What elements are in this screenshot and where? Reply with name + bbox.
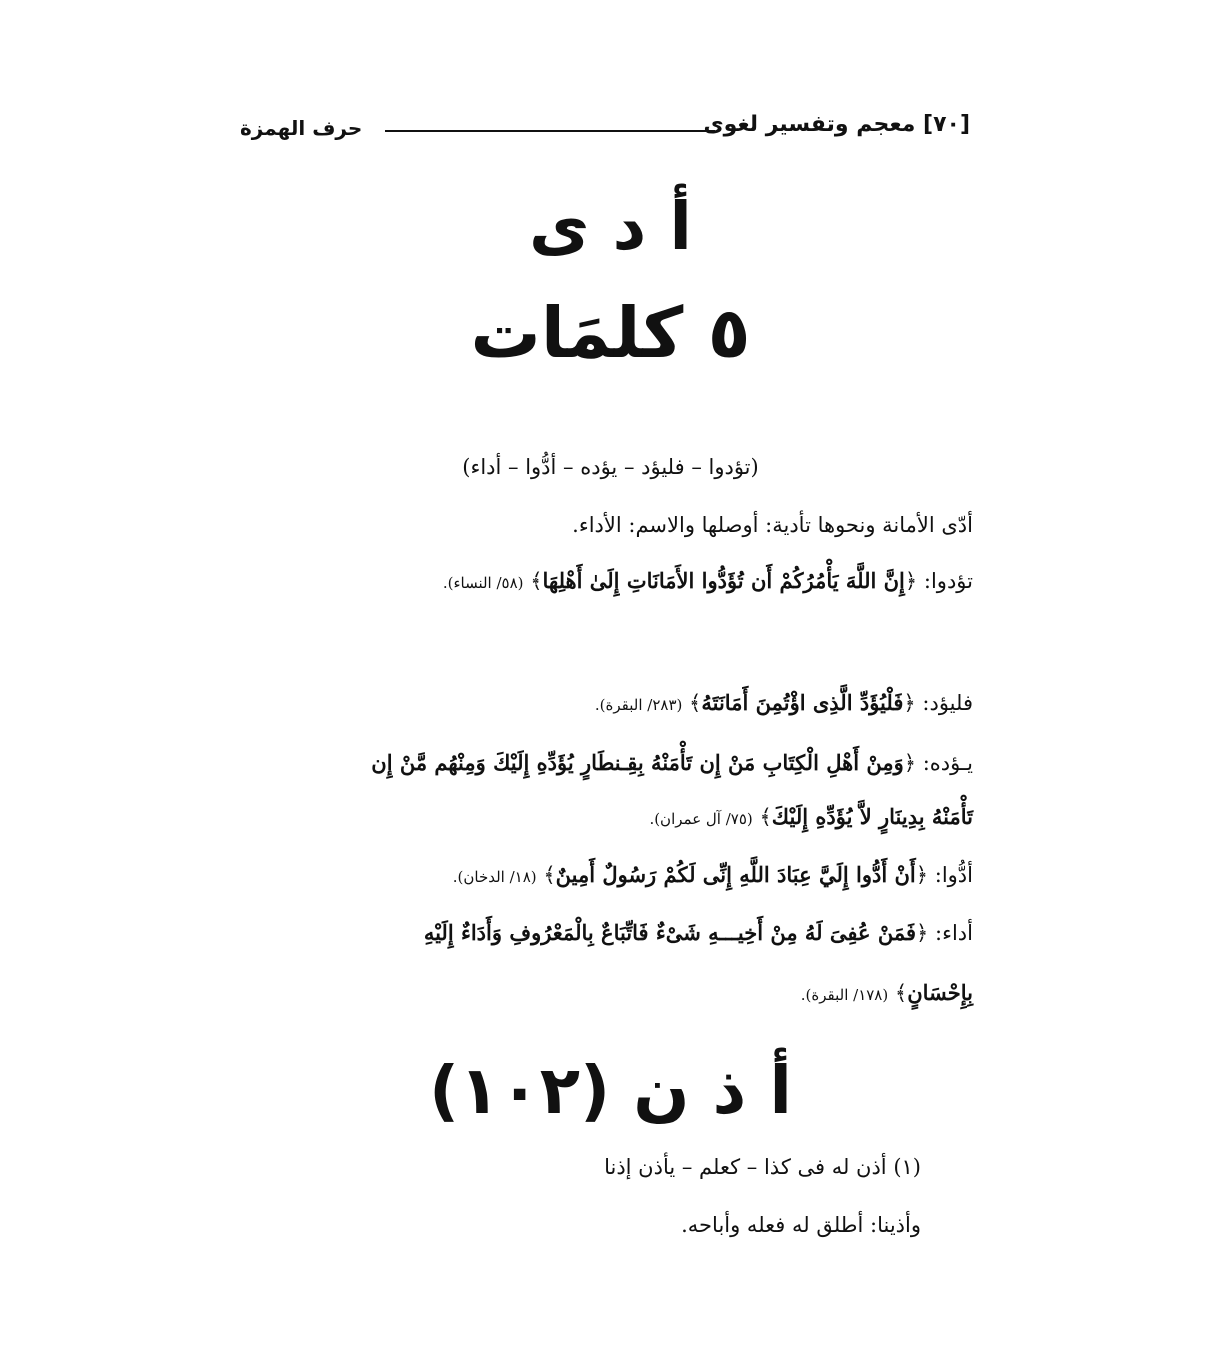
ornate-bracket-open: ﴿ [916, 921, 929, 945]
ornate-bracket-close: ﴾ [759, 805, 772, 829]
entry-line [243, 688, 973, 720]
root-definition-text: (١) أذن له فى كذا – كعلم – يأذن إذنا [604, 1155, 921, 1179]
verse-reference: (٢٨٣/ البقرة). [594, 696, 683, 714]
entry-word: تؤدوا: [923, 569, 973, 593]
word-forms [0, 452, 1221, 482]
ornate-bracket-open: ﴿ [903, 751, 917, 775]
root-title: أ ذ ن (١٠٢) [429, 1052, 792, 1129]
word-count-title: ٥ كلمَات [470, 292, 751, 374]
entry-line [243, 918, 973, 948]
entry-word: أداء: [935, 921, 973, 945]
page-header [240, 112, 970, 148]
ornate-bracket-close: ﴾ [543, 863, 556, 887]
root-definition [191, 1210, 921, 1240]
ornate-bracket-open: ﴿ [915, 863, 929, 887]
root-definition [243, 510, 973, 540]
verse-reference: (١٧٨/ البقرة). [800, 986, 889, 1004]
entry-line [243, 566, 973, 598]
quran-quote: تَأْمَنْهُ بِدِينَارٍ لاَّ يُؤَدِّهِ إِلَيْكَ [771, 804, 973, 829]
entry-line-continued [243, 978, 973, 1010]
quran-quote: وَمِنْ أَهْلِ الْكِتَابِ مَنْ إِن تَأْمَنْهُ بِقِـنطَارٍ يُؤَدِّهِ إِلَيْكَ وَمِنْهُم مَّنْ إِن [371, 750, 904, 775]
ornate-bracket-close: ﴾ [894, 981, 908, 1005]
entry-word: أدُّوا: [934, 863, 973, 887]
ornate-bracket-close: ﴾ [530, 569, 543, 593]
root-title: أ د ى [529, 188, 692, 265]
book-title: [٧٠] معجم وتفسير لغوى [703, 112, 970, 137]
verse-reference: (١٨/ الدخان). [452, 868, 537, 886]
verse-reference: (٧٥/ آل عمران). [649, 810, 753, 828]
verse-reference: (٥٨/ النساء). [442, 574, 524, 592]
quran-quote: إِنَّ اللَّهَ يَأْمُرُكُمْ أَن تُؤَدُّوا الأَمَانَاتِ إِلَىٰ أَهْلِهَا [542, 568, 905, 593]
quran-quote: فَلْيُؤَدِّ الَّذِى اؤْتُمِنَ أَمَانَتَهُ [701, 690, 904, 715]
word-forms-text: (تؤدوا – فليؤد – يؤده – أدُّوا – أداء) [462, 455, 759, 479]
ornate-bracket-open: ﴿ [904, 569, 918, 593]
entry-word: فليؤد: [922, 691, 973, 715]
entry-line-continued [243, 802, 973, 834]
ornate-bracket-open: ﴿ [903, 691, 916, 715]
entry-line [243, 748, 973, 778]
entry-line [243, 860, 973, 892]
header-rule [385, 130, 715, 132]
quran-quote: بِإِحْسَانٍ [907, 980, 973, 1005]
root-definition [191, 1152, 921, 1182]
ornate-bracket-close: ﴾ [689, 691, 702, 715]
quran-quote: فَمَنْ عُفِىَ لَهُ مِنْ أَخِيـــهِ شَىْءٌ فَاتِّبَاعٌ بِالْمَعْرُوفِ وَأَدَاءٌ إِلَيْهِ [423, 920, 917, 945]
root-definition-text: وأذينا: أطلق له فعله وأباحه. [681, 1213, 921, 1237]
quran-quote: أَنْ أَدُّوا إِلَيَّ عِبَادَ اللَّهِ إِنِّى لَكُمْ رَسُولٌ أَمِينٌ [555, 862, 916, 887]
root-definition-text: أدّى الأمانة ونحوها تأدية: أوصلها والاسم: الأداء. [572, 513, 973, 537]
section-name: حرف الهمزة [240, 116, 363, 140]
entry-word: يـؤده: [922, 751, 973, 775]
